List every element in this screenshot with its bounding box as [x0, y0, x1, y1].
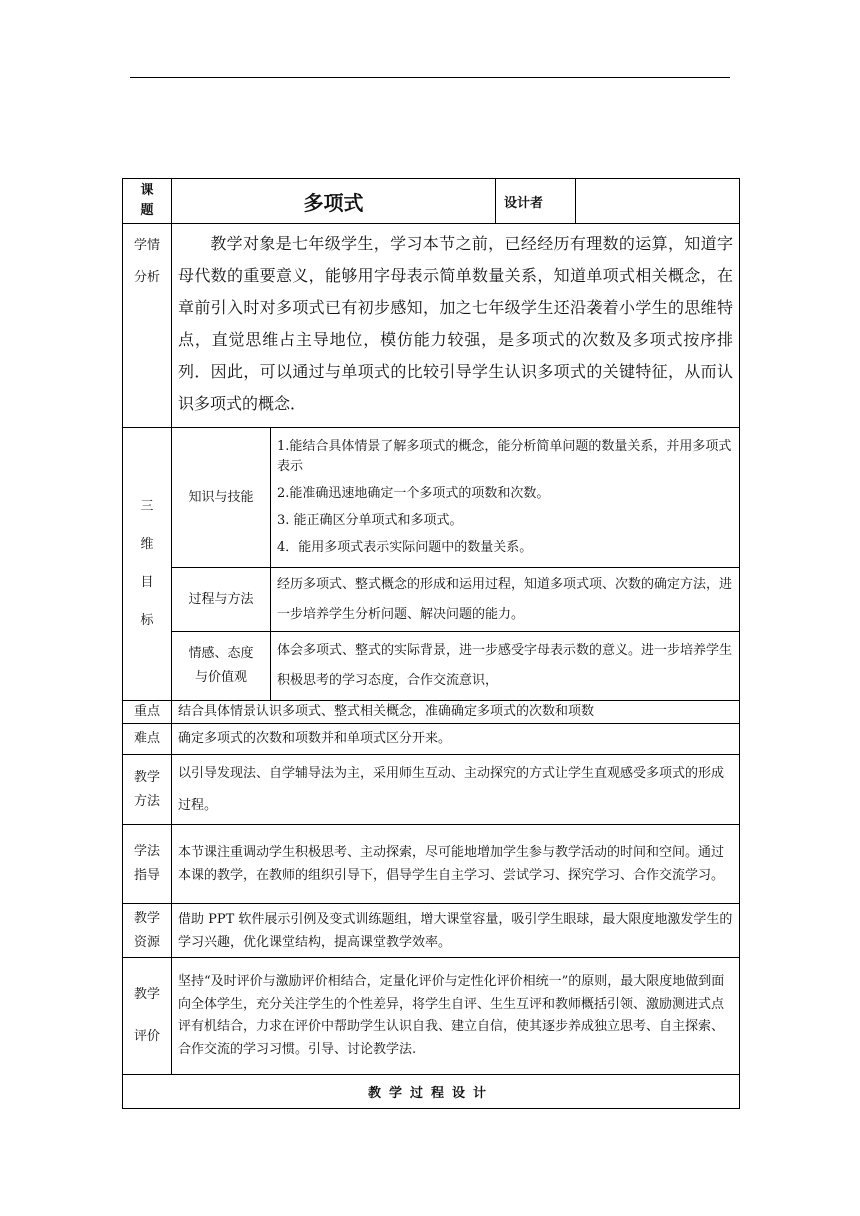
knowledge-label: 知识与技能 — [172, 428, 271, 568]
header-rule — [130, 77, 730, 78]
knowledge-item: 3. 能正确区分单项式和多项式。 — [277, 513, 463, 528]
process-text: 经历多项式、整式概念的形成和运用过程，知道多项式项、次数的确定方法，进一步培养学生分析问题、解决问题的能力。 — [271, 568, 740, 632]
learning-method-label-top: 学法 — [133, 844, 160, 859]
resources-label-top: 教学 — [133, 910, 160, 926]
key-point-label: 重点 — [123, 701, 172, 724]
designer-value — [576, 179, 740, 224]
title-label-top: 课 — [140, 183, 154, 198]
resources-label-bottom: 资源 — [133, 934, 160, 950]
analysis-row — [123, 224, 740, 428]
emotion-label-bottom: 与价值观 — [194, 670, 247, 685]
title-row — [123, 179, 740, 224]
goals-emotion-row — [123, 632, 740, 701]
knowledge-items — [271, 428, 740, 568]
teaching-method-label-top: 教学 — [133, 769, 160, 785]
process-label: 过程与方法 — [172, 568, 271, 632]
designer-label: 设计者 — [496, 179, 576, 224]
difficulty-text: 确定多项式的次数和项数并和单项式区分开来。 — [172, 724, 740, 755]
emotion-label-top: 情感、态度 — [188, 646, 254, 661]
goals-label-char-1: 三 — [140, 499, 154, 514]
title-label-bottom: 题 — [140, 203, 154, 218]
resources-label-cell — [123, 904, 172, 958]
key-point-text: 结合具体情景认识多项式、整式相关概念，准确确定多项式的次数和项数 — [172, 701, 740, 724]
lesson-title: 多项式 — [172, 179, 496, 224]
goals-label-cell — [123, 428, 172, 701]
analysis-text: 教学对象是七年级学生，学习本节之前，已经经历有理数的运算，知道字母代数的重要意义，能够用字母表示简单数量关系，知道单项式相关概念，在章前引入时对多项式已有初步感知，加之七年级学生还沿袭着小学生的思维特点，直觉思维占主导地位，模仿能力较强，是多项式的次数及多项式按序排列．因此，可以通过与单项式的比较引导学生认识多项式的关键特征，从而认识多项式的概念． — [178, 234, 733, 413]
analysis-text-cell — [172, 224, 740, 428]
title-label-cell — [123, 179, 172, 224]
difficulty-row — [123, 724, 740, 755]
knowledge-item: 1.能结合具体情景了解多项式的概念，能分析简单问题的数量关系，并用多项式表示 — [277, 439, 732, 474]
resources-row — [123, 904, 740, 958]
learning-method-text: 本节课注重调动学生积极思考、主动探索，尽可能地增加学生参与教学活动的时间和空间。通过本课的教学，在教师的组织引导下，倡导学生自主学习、尝试学习、探究学习、合作交流学习。 — [172, 825, 740, 904]
goals-label-char-3: 目 — [140, 575, 154, 590]
emotion-label-cell — [172, 632, 271, 701]
teaching-method-label-bottom: 方法 — [133, 793, 160, 809]
teaching-method-text: 以引导发现法、自学辅导法为主，采用师生互动、主动探究的方式让学生直观感受多项式的形成过程。 — [172, 755, 740, 825]
key-point-row — [123, 701, 740, 724]
evaluation-row — [123, 958, 740, 1075]
evaluation-label-cell — [123, 958, 172, 1075]
knowledge-item: 4．能用多项式表示实际问题中的数量关系。 — [277, 540, 533, 555]
learning-method-label-bottom: 指导 — [133, 868, 160, 883]
goals-label-char-4: 标 — [140, 613, 154, 628]
teaching-method-label-cell — [123, 755, 172, 825]
analysis-label-bottom: 分析 — [133, 270, 160, 285]
process-design-title: 教学过程设计 — [123, 1075, 740, 1109]
evaluation-label-bottom: 评价 — [133, 1029, 160, 1044]
lesson-plan-table — [122, 178, 740, 1109]
evaluation-label-top: 教学 — [133, 987, 160, 1002]
emotion-text: 体会多项式、整式的实际背景，进一步感受字母表示数的意义。进一步培养学生积极思考的学习态度，合作交流意识， — [271, 632, 740, 701]
resources-text: 借助 PPT 软件展示引例及变式训练题组，增大课堂容量，吸引学生眼球，最大限度地激发学生的学习兴趣，优化课堂结构，提高课堂教学效率。 — [172, 904, 740, 958]
goals-label-char-2: 维 — [140, 537, 154, 552]
analysis-label-cell — [123, 224, 172, 428]
difficulty-label: 难点 — [123, 724, 172, 755]
goals-process-row — [123, 568, 740, 632]
evaluation-text: 坚持“及时评价与激励评价相结合，定量化评价与定性化评价相统一”的原则，最大限度地做到面向全体学生，充分关注学生的个性差异，将学生自评、生生互评和教师概括引领、激励测进式点评有机结合，力求在评价中帮助学生认识自我、建立自信，使其逐步养成独立思考、自主探索、合作交流的学习习惯。引导、讨论教学法. — [172, 958, 740, 1075]
analysis-label-top: 学情 — [133, 238, 160, 253]
knowledge-item: 2.能准确迅速地确定一个多项式的项数和次数。 — [277, 486, 550, 501]
learning-method-row — [123, 825, 740, 904]
learning-method-label-cell — [123, 825, 172, 904]
goals-knowledge-row — [123, 428, 740, 568]
process-design-row — [123, 1075, 740, 1109]
teaching-method-row — [123, 755, 740, 825]
